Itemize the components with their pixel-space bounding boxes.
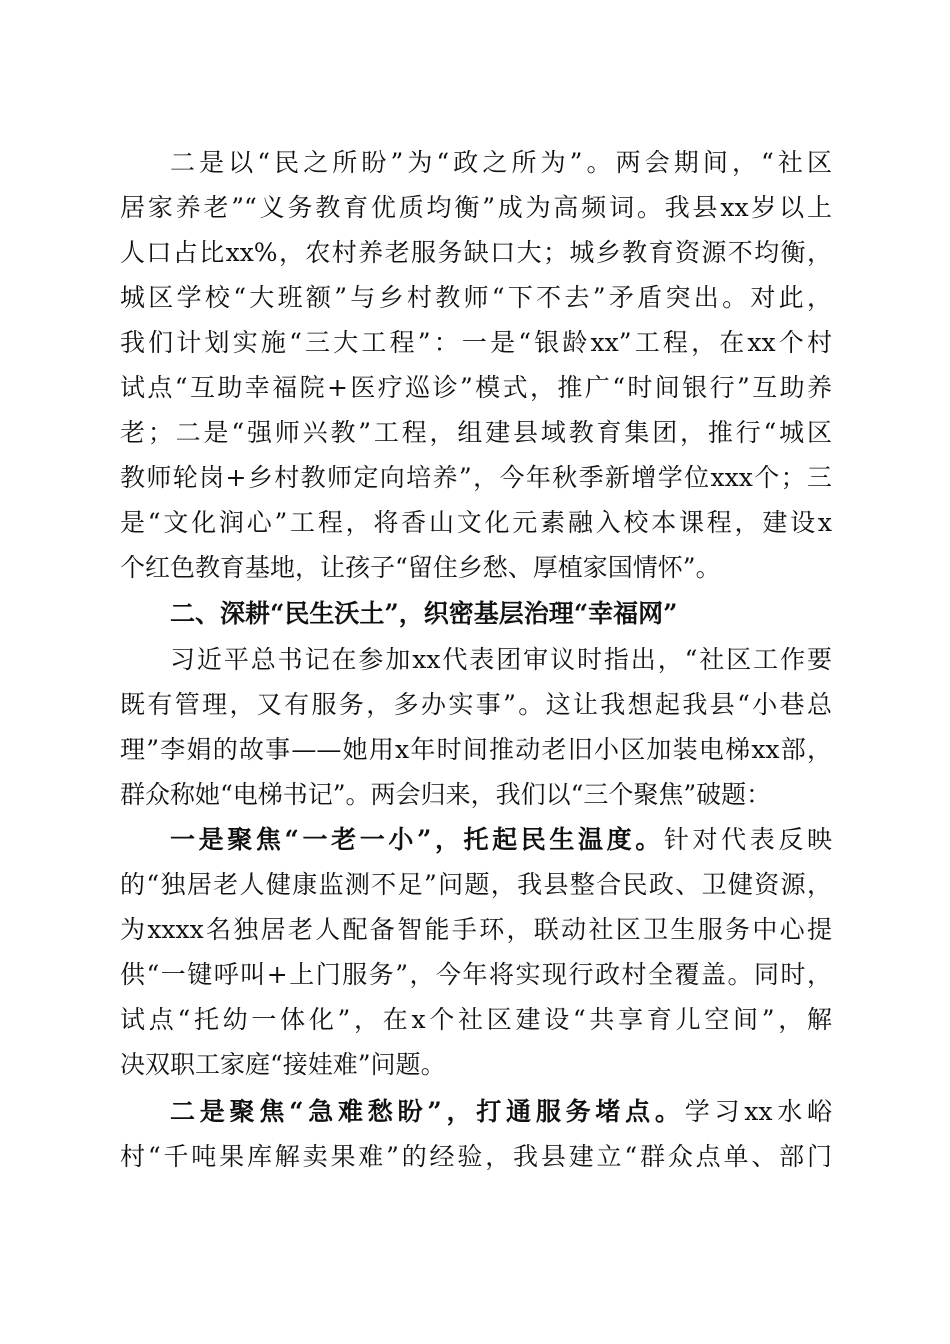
paragraph-1-line-2: 居家养老”“义务教育优质均衡”成为高频词。我县xx岁以上 <box>120 193 832 222</box>
paragraph-3-line-6: 决双职工家庭“接娃难”问题。 <box>120 1050 446 1079</box>
paragraph-3-lead: 一是聚焦“一老一小”，托起民生温度。 <box>170 825 664 854</box>
paragraph-1-line-8: 教师轮岗+乡村教师定向培养”，今年秋季新增学位xxx个；三 <box>120 463 832 492</box>
paragraph-2-line-1: 习近平总书记在参加xx代表团审议时指出，“社区工作要 <box>170 645 832 674</box>
paragraph-1-line-1: 二是以“民之所盼”为“政之所为”。两会期间，“社区 <box>170 148 832 177</box>
paragraph-1-line-10: 个红色教育基地，让孩子“留住乡愁、厚植家国情怀”。 <box>120 553 721 582</box>
paragraph-3-line-5: 试点“托幼一体化”，在x个社区建设“共享育儿空间”，解 <box>120 1005 832 1034</box>
paragraph-1-line-9: 是“文化润心”工程，将香山文化元素融入校本课程，建设x <box>120 508 832 537</box>
paragraph-3-line-3: 为xxxx名独居老人配备智能手环，联动社区卫生服务中心提 <box>120 915 832 944</box>
paragraph-4-line-1 <box>170 1090 832 1134</box>
section-heading: 二、深耕“民生沃土”，织密基层治理“幸福网” <box>170 599 678 628</box>
paragraph-3-line-2: 的“独居老人健康监测不足”问题，我县整合民政、卫健资源， <box>120 870 832 899</box>
paragraph-3-line-1-rest: 针对代表反映 <box>663 825 832 854</box>
paragraph-2-line-4: 群众称她“电梯书记”。两会归来，我们以“三个聚焦”破题： <box>120 780 772 809</box>
paragraph-1-line-5: 我们计划实施“三大工程”：一是“银龄xx”工程，在xx个村 <box>120 328 832 357</box>
paragraph-1-line-6: 试点“互助幸福院+医疗巡诊”模式，推广“时间银行”互助养 <box>120 373 832 402</box>
paragraph-4-line-1-rest: 学习xx水峪 <box>684 1097 832 1126</box>
paragraph-4-line-2: 村“千吨果库解卖果难”的经验，我县建立“群众点单、部门 <box>120 1142 832 1171</box>
paragraph-1-line-3: 人口占比xx%，农村养老服务缺口大；城乡教育资源不均衡， <box>120 238 832 267</box>
paragraph-2-line-3: 理”李娟的故事——她用x年时间推动老旧小区加装电梯xx部， <box>120 735 832 764</box>
paragraph-1-line-7: 老；二是“强师兴教”工程，组建县域教育集团，推行“城区 <box>120 418 832 447</box>
paragraph-2-line-2: 既有管理，又有服务，多办实事”。这让我想起我县“小巷总 <box>120 690 832 719</box>
paragraph-3-line-4: 供“一键呼叫+上门服务”，今年将实现行政村全覆盖。同时， <box>120 960 832 989</box>
paragraph-1-line-4: 城区学校“大班额”与乡村教师“下不去”矛盾突出。对此， <box>120 283 832 312</box>
paragraph-4-lead: 二是聚焦“急难愁盼”，打通服务堵点。 <box>170 1097 685 1126</box>
paragraph-3-line-1 <box>170 818 832 862</box>
